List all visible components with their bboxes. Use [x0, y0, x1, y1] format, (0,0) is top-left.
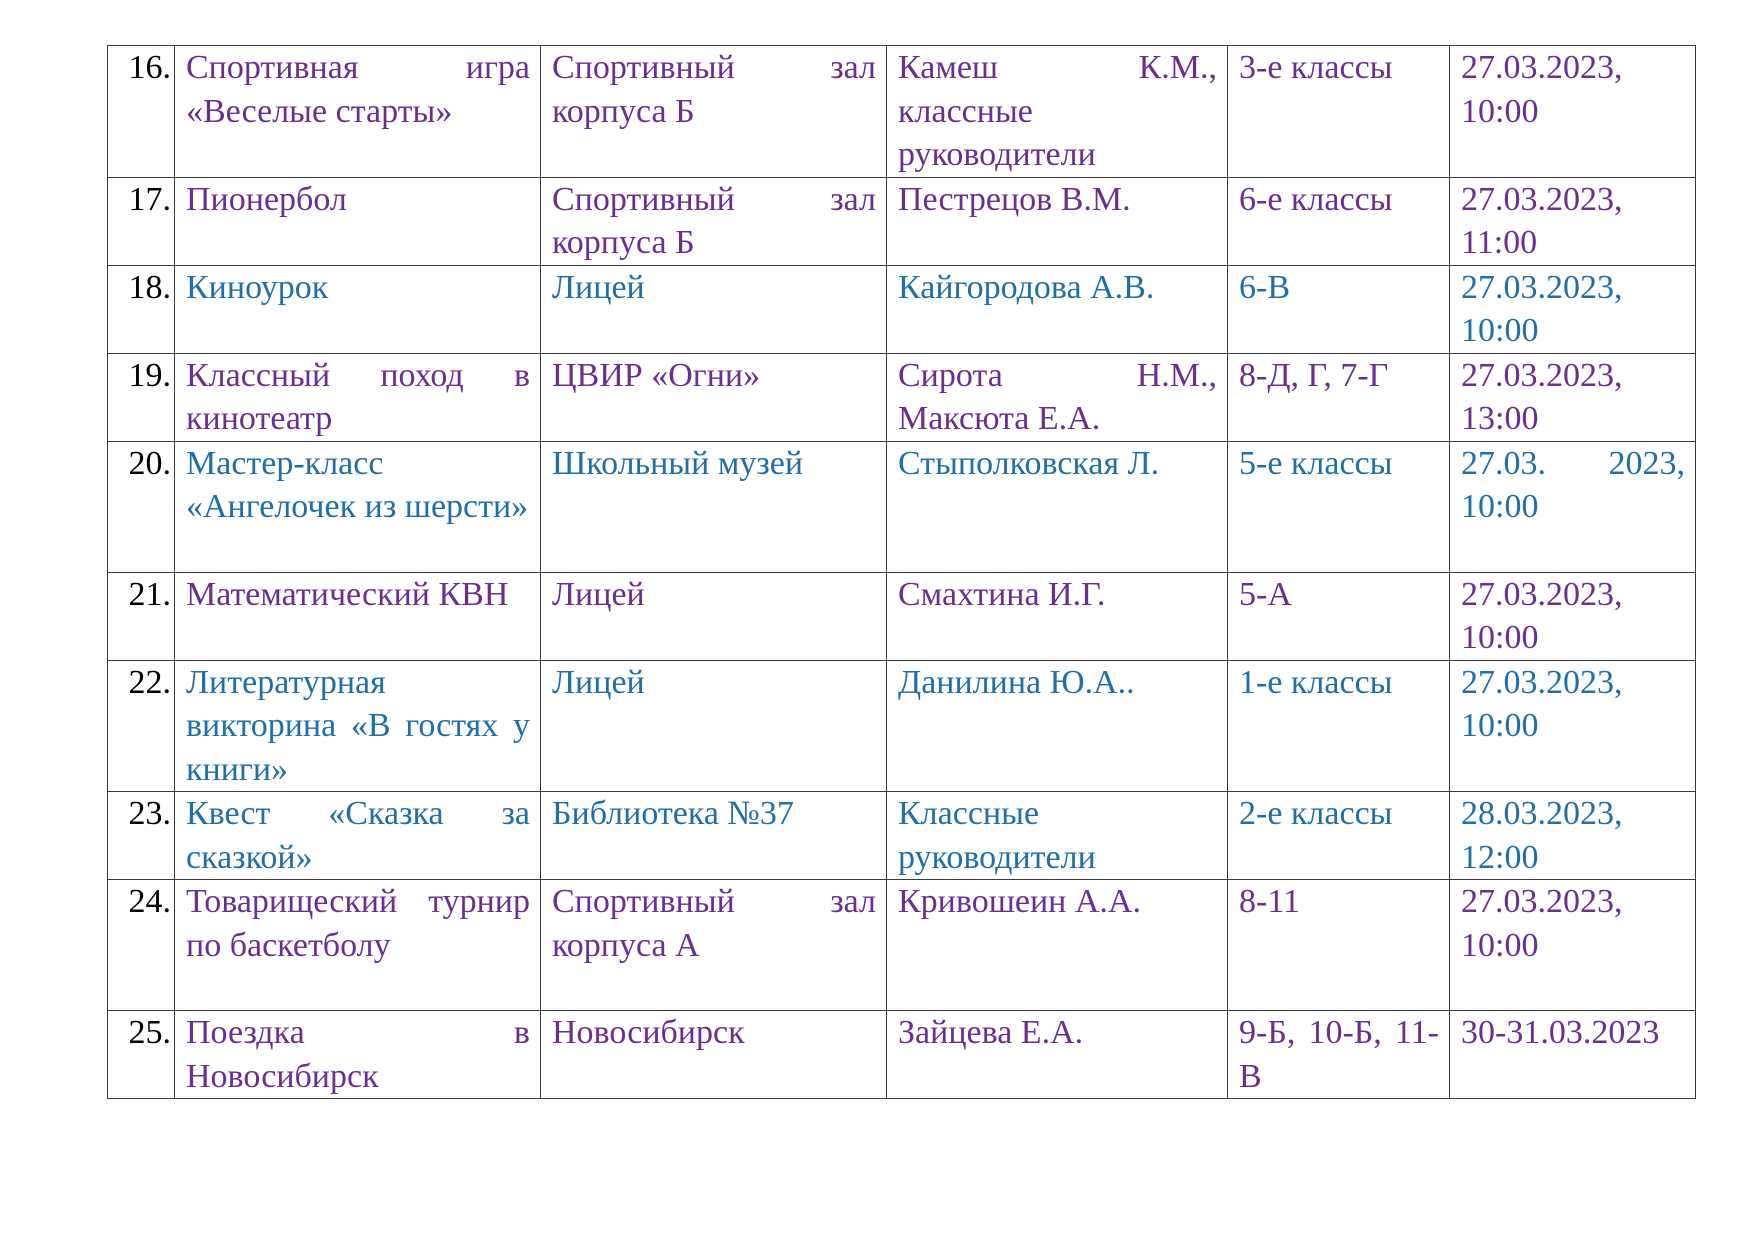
event-place: Лицей — [541, 572, 887, 660]
event-datetime: 27.03.2023, 10:00 — [1450, 46, 1696, 178]
event-name: Классный поход в кинотеатр — [175, 353, 541, 441]
table-row — [108, 1011, 1696, 1099]
row-number: 21. — [108, 572, 175, 660]
event-name: Спортивная игра «Веселые старты» — [175, 46, 541, 178]
event-responsible: Пестрецов В.М. — [887, 177, 1228, 265]
event-responsible: Камеш К.М., классные руководители — [887, 46, 1228, 178]
event-datetime: 28.03.2023, 12:00 — [1450, 792, 1696, 880]
event-place: Библиотека №37 — [541, 792, 887, 880]
event-participants: 5-А — [1228, 572, 1450, 660]
event-participants: 6-е классы — [1228, 177, 1450, 265]
row-number: 17. — [108, 177, 175, 265]
event-place: ЦВИР «Огни» — [541, 353, 887, 441]
event-responsible: Данилина Ю.А.. — [887, 660, 1228, 792]
event-place: Новосибирск — [541, 1011, 887, 1099]
event-participants: 6-В — [1228, 265, 1450, 353]
row-number: 16. — [108, 46, 175, 178]
event-place: Лицей — [541, 265, 887, 353]
event-participants: 9-Б, 10-Б, 11-В — [1228, 1011, 1450, 1099]
event-responsible: Сирота Н.М., Максюта Е.А. — [887, 353, 1228, 441]
event-datetime: 27.03.2023, 13:00 — [1450, 353, 1696, 441]
event-datetime: 27.03.2023, 11:00 — [1450, 177, 1696, 265]
event-place: Лицей — [541, 660, 887, 792]
row-number: 22. — [108, 660, 175, 792]
event-datetime: 27.03.2023, 10:00 — [1450, 660, 1696, 792]
row-number: 25. — [108, 1011, 175, 1099]
event-datetime: 30-31.03.2023 — [1450, 1011, 1696, 1099]
table-row — [108, 353, 1696, 441]
event-participants: 1-е классы — [1228, 660, 1450, 792]
event-responsible: Кривошеин А.А. — [887, 880, 1228, 1011]
table-row — [108, 177, 1696, 265]
event-datetime: 27.03.2023, 10:00 — [1450, 572, 1696, 660]
table-row — [108, 792, 1696, 880]
row-number: 20. — [108, 441, 175, 572]
row-number: 24. — [108, 880, 175, 1011]
row-number: 18. — [108, 265, 175, 353]
event-datetime: 27.03.2023, 10:00 — [1450, 880, 1696, 1011]
table-row — [108, 660, 1696, 792]
event-place: Спортивный зал корпуса А — [541, 880, 887, 1011]
event-responsible: Кайгородова А.В. — [887, 265, 1228, 353]
event-datetime: 27.03.2023, 10:00 — [1450, 265, 1696, 353]
table-row — [108, 46, 1696, 178]
event-participants: 3-е классы — [1228, 46, 1450, 178]
table-row — [108, 572, 1696, 660]
event-responsible: Смахтина И.Г. — [887, 572, 1228, 660]
event-name: Пионербол — [175, 177, 541, 265]
event-participants: 2-е классы — [1228, 792, 1450, 880]
event-name: Киноурок — [175, 265, 541, 353]
event-participants: 8-Д, Г, 7-Г — [1228, 353, 1450, 441]
event-responsible: Классные руководители — [887, 792, 1228, 880]
event-responsible: Зайцева Е.А. — [887, 1011, 1228, 1099]
event-name: Квест «Сказка за сказкой» — [175, 792, 541, 880]
event-place: Спортивный зал корпуса Б — [541, 46, 887, 178]
event-participants: 5-е классы — [1228, 441, 1450, 572]
events-table — [107, 45, 1696, 1099]
event-participants: 8-11 — [1228, 880, 1450, 1011]
event-name: Товарищеский турнир по баскетболу — [175, 880, 541, 1011]
table-row — [108, 265, 1696, 353]
event-name: Поездка в Новосибирск — [175, 1011, 541, 1099]
event-place: Спортивный зал корпуса Б — [541, 177, 887, 265]
event-place: Школьный музей — [541, 441, 887, 572]
table-row — [108, 441, 1696, 572]
event-datetime: 27.03. 2023, 10:00 — [1450, 441, 1696, 572]
row-number: 19. — [108, 353, 175, 441]
event-responsible: Стыполковская Л. — [887, 441, 1228, 572]
table-row — [108, 880, 1696, 1011]
event-name: Математический КВН — [175, 572, 541, 660]
event-name: Литературная викторина «В гостях у книги» — [175, 660, 541, 792]
event-name: Мастер-класс «Ангелочек из шерсти» — [175, 441, 541, 572]
row-number: 23. — [108, 792, 175, 880]
